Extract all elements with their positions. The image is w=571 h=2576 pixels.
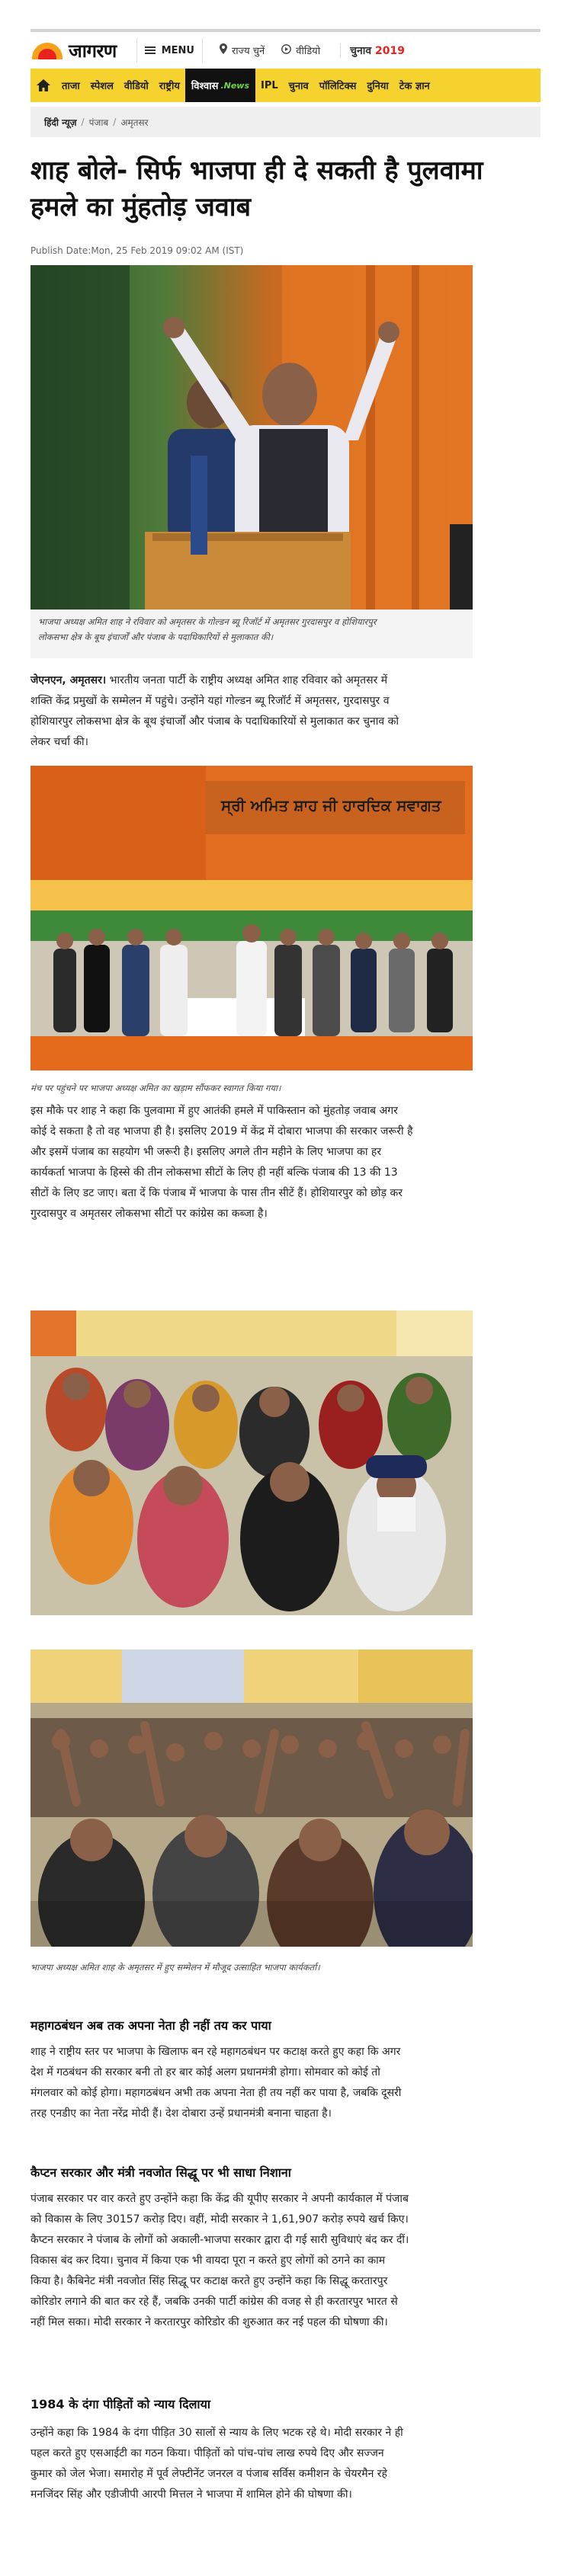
article-photo-stage-welcome (30, 766, 473, 1070)
p4-line: नहीं मिल सका। मोदी सरकार ने करतारपुर कोरिडोर की शुरुआत कर नई पहल की घोषणा की। (30, 2316, 388, 2328)
menu-label: MENU (161, 44, 194, 56)
title-line-1: शाह बोले- सिर्फ भाजपा ही दे सकती है पुलवामा (30, 155, 483, 186)
p4-line: को विकास के लिए 30157 करोड़ दिए। वहीं, मोदी सरकार ने 1,61,907 करोड़ रुपये खर्च किए। (30, 2213, 409, 2226)
nav-item-politics[interactable]: पॉलिटिक्स (319, 81, 357, 92)
title-line-2: हमले का मुंहतोड़ जवाब (30, 192, 251, 222)
nav-item-election[interactable]: चुनाव (288, 81, 309, 92)
article-photo-amit-shah (30, 265, 473, 610)
p3-line: शाह ने राष्ट्रीय स्तर पर भाजपा के खिलाफ बन रहे महागठबंधन पर कटाक्ष करते हुए कहा कि अगर (30, 2046, 401, 2058)
breadcrumb-hindi-news[interactable]: हिंदी न्यूज़ (44, 117, 77, 128)
photo-4-caption: भाजपा अध्यक्ष अमित शाह के अमृतसर में हुए सम्मेलन में मौजूद उत्साहित भाजपा कार्यकर्ता। (30, 1962, 320, 1973)
paragraph-3 (30, 2042, 488, 2124)
election-label: चुनाव (350, 44, 372, 57)
breadcrumb-amritsar[interactable]: अमृतसर (120, 117, 149, 128)
paragraph-2 (30, 1101, 488, 1224)
p4-line: किया है। कैबिनेट मंत्री नवजोत सिंह सिद्धू पर कटाक्ष करते हुए उन्होंने कहा कि सिद्धू करतारपुर (30, 2275, 388, 2287)
p4-line: कोरिडोर लगाने की बात कर रहे हैं, जबकि उनकी पार्टी कांग्रेस की वजह से ही करतारपुर भारत से (30, 2296, 398, 2308)
paragraph-1 (30, 670, 488, 753)
p5-line: पहल करते हुए एसआईटी का गठन किया। पीड़ितों को पांच-पांच लाख रुपये दिए और सज्जन (30, 2447, 384, 2459)
dateline: जेएनएन, अमृतसर। (30, 674, 107, 686)
p2-line: कोई दे सकता है तो वह भाजपा ही है। इसलिए 2019 में केंद्र में दोबारा भाजपा की सरकार जरूरी है (30, 1125, 413, 1138)
site-header (30, 32, 541, 69)
photo-1-caption (30, 610, 473, 658)
photo-1-caption-line-1: भाजपा अध्यक्ष अमित शाह ने रविवार को अमृतसर के गोल्डन ब्यू रिजॉर्ट में अमृतसर गुरदासपुर व होशियारपुर (38, 616, 377, 627)
paragraph-4 (30, 2189, 488, 2333)
logo-text: जागरण (69, 40, 117, 62)
main-nav (30, 69, 541, 102)
p4-line: विकास बंद कर दिया। चुनाव में किया एक भी वायदा पूरा न करते हुए लोगों को ठगने का काम (30, 2254, 386, 2267)
home-icon[interactable] (30, 69, 56, 102)
article-photo-crowd-cheering (30, 1650, 473, 1947)
nav-item-tech[interactable]: टेक ज्ञान (399, 81, 430, 92)
stage-banner-text: ਸ੍ਰੀ ਅਮਿਤ ਸ਼ਾਹ ਜੀ ਹਾਰਦਿਕ ਸਵਾਗਤ (221, 796, 441, 814)
menu-button[interactable] (136, 38, 203, 62)
subhead-mahagathbandhan: महागठबंधन अब तक अपना नेता ही नहीं तय कर पाया (30, 2018, 271, 2033)
p4-line: पंजाब सरकार पर वार करते हुए उन्होंने कहा कि केंद्र की यूपीए सरकार ने अपनी कार्यकाल में पंजाब (30, 2193, 409, 2205)
p1-line: लेकर चर्चा की। (30, 736, 88, 748)
p3-line: मंगलवार को कोई होगा। महागठबंधन अभी तक अपना नेता ही तय नहीं कर पाया है, जबकि दूसरी (30, 2087, 402, 2099)
article-photo-crowd-seated (30, 1310, 473, 1615)
p1-line: होशियारपुर लोकसभा क्षेत्र के बूथ इंचार्जों और पंजाब के पदाधिकारियों से मुलाकात कर चुनाव को (30, 715, 399, 728)
location-pin-icon (220, 43, 227, 57)
breadcrumb-punjab[interactable]: पंजाब (88, 117, 109, 128)
p2-line: इस मौके पर शाह ने कहा कि पुलवामा में हुए आतंकी हमले में पाकिस्तान को मुंहतोड़ जवाब अगर (30, 1105, 398, 1117)
p1-line: भारतीय जनता पार्टी के राष्ट्रीय अध्यक्ष अमित शाह रविवार को अमृतसर में (106, 674, 388, 686)
nav-item-ipl[interactable]: IPL (261, 79, 278, 91)
subhead-captain-sidhu: कैप्टन सरकार और मंत्री नवजोत सिद्धू पर भी साधा निशाना (30, 2165, 291, 2180)
p5-line: मनजिंदर सिंह और एडीजीपी आरपी मित्तल ने भाजपा में शामिल होने की घोषणा की। (30, 2488, 352, 2501)
p3-line: देश में गठबंधन की सरकार बनी तो हर बार कोई अलग प्रधानमंत्री होगा। सोमवार को कोई तो (30, 2066, 380, 2078)
election-year: 2019 (375, 44, 405, 57)
photo-2-caption: मंच पर पहुंचने पर भाजपा अध्यक्ष अमित का खड़ाम सौंफकर स्वागत किया गया। (30, 1083, 281, 1093)
paragraph-5 (30, 2423, 488, 2505)
p1-line: शक्ति केंद्र प्रमुखों के सम्मेलन में पहुंचे। उन्होंने यहां गोल्डन ब्यू रिजॉर्ट में अमृतसर, गुरदासपुर व (30, 695, 390, 707)
p2-line: कार्यकर्ता भाजपा के हिस्से की तीन लोकसभा सीटों के लिए ही नहीं बल्कि पंजाब की 13 की 13 (30, 1166, 398, 1179)
play-circle-icon (281, 44, 291, 57)
hamburger-icon (145, 46, 156, 54)
nav-item-vishvas-news[interactable] (185, 69, 255, 102)
election-link[interactable] (340, 43, 405, 58)
nav-item-special[interactable]: स्पेशल (90, 81, 114, 92)
p3-line: तरह एनडीए का नेता नरेंद्र मोदी हैं। देश दोबारा उन्हें प्रधानमंत्री बनाना चाहता है। (30, 2107, 332, 2120)
p2-line: सीटों के लिए डट जाए। बता दें कि पंजाब में भाजपा के पास तीन सीटें हैं। होशियारपुर को छोड़ कर (30, 1187, 403, 1199)
p2-line: गुरदासपुर व अमृतसर लोकसभा सीटों पर कांग्रेस का कब्जा है। (30, 1208, 268, 1220)
news-label: .News (220, 80, 249, 91)
p5-line: कुमार को जेल भेजा। समारोह में पूर्व लेफ्टीनेंट जनरल व पंजाब सर्विस कमीशन के चेयरमैन रहे (30, 2468, 387, 2480)
state-selector-label: राज्य चुनें (231, 46, 265, 57)
nav-item-latest[interactable]: ताजा (62, 81, 80, 92)
state-selector[interactable] (220, 43, 265, 57)
breadcrumb: हिंदी न्यूज़ / पंजाब / अमृतसर (30, 107, 541, 137)
page-title (30, 152, 541, 226)
p5-line: उन्होंने कहा कि 1984 के दंगा पीड़ित 30 सालों से न्याय के लिए भटक रहे थे। मोदी सरकार ने ही (30, 2427, 403, 2439)
subhead-1984-riots: 1984 के दंगा पीड़ितों को न्याय दिलाया (30, 2397, 211, 2411)
photo-1-caption-line-2: लोकसभा क्षेत्र के बूथ इंचार्जों और पंजाब के पदाधिकारियों से मुलाकात की। (38, 632, 274, 642)
vishvas-label: विश्वास (191, 81, 219, 92)
nav-item-national[interactable]: राष्ट्रीय (159, 81, 180, 92)
video-link[interactable] (281, 43, 320, 57)
publish-date: Publish Date:Mon, 25 Feb 2019 09:02 AM (IST) (30, 245, 244, 256)
p4-line: कैप्टन सरकार ने पंजाब के लोगों को अकाली-भाजपा सरकार द्वारा दी गई सारी सुविधाएं बंद कर दीं। (30, 2234, 409, 2246)
p2-line: और इसमें पंजाब का सहयोग भी जरूरी है। इसलिए अगले तीन महीने के लिए भाजपा का हर (30, 1146, 382, 1158)
nav-item-video[interactable]: वीडियो (124, 81, 149, 92)
video-link-label: वीडियो (296, 46, 321, 57)
logo-sun-icon (30, 41, 64, 59)
site-logo[interactable] (30, 32, 117, 69)
nav-item-world[interactable]: दुनिया (367, 81, 389, 92)
